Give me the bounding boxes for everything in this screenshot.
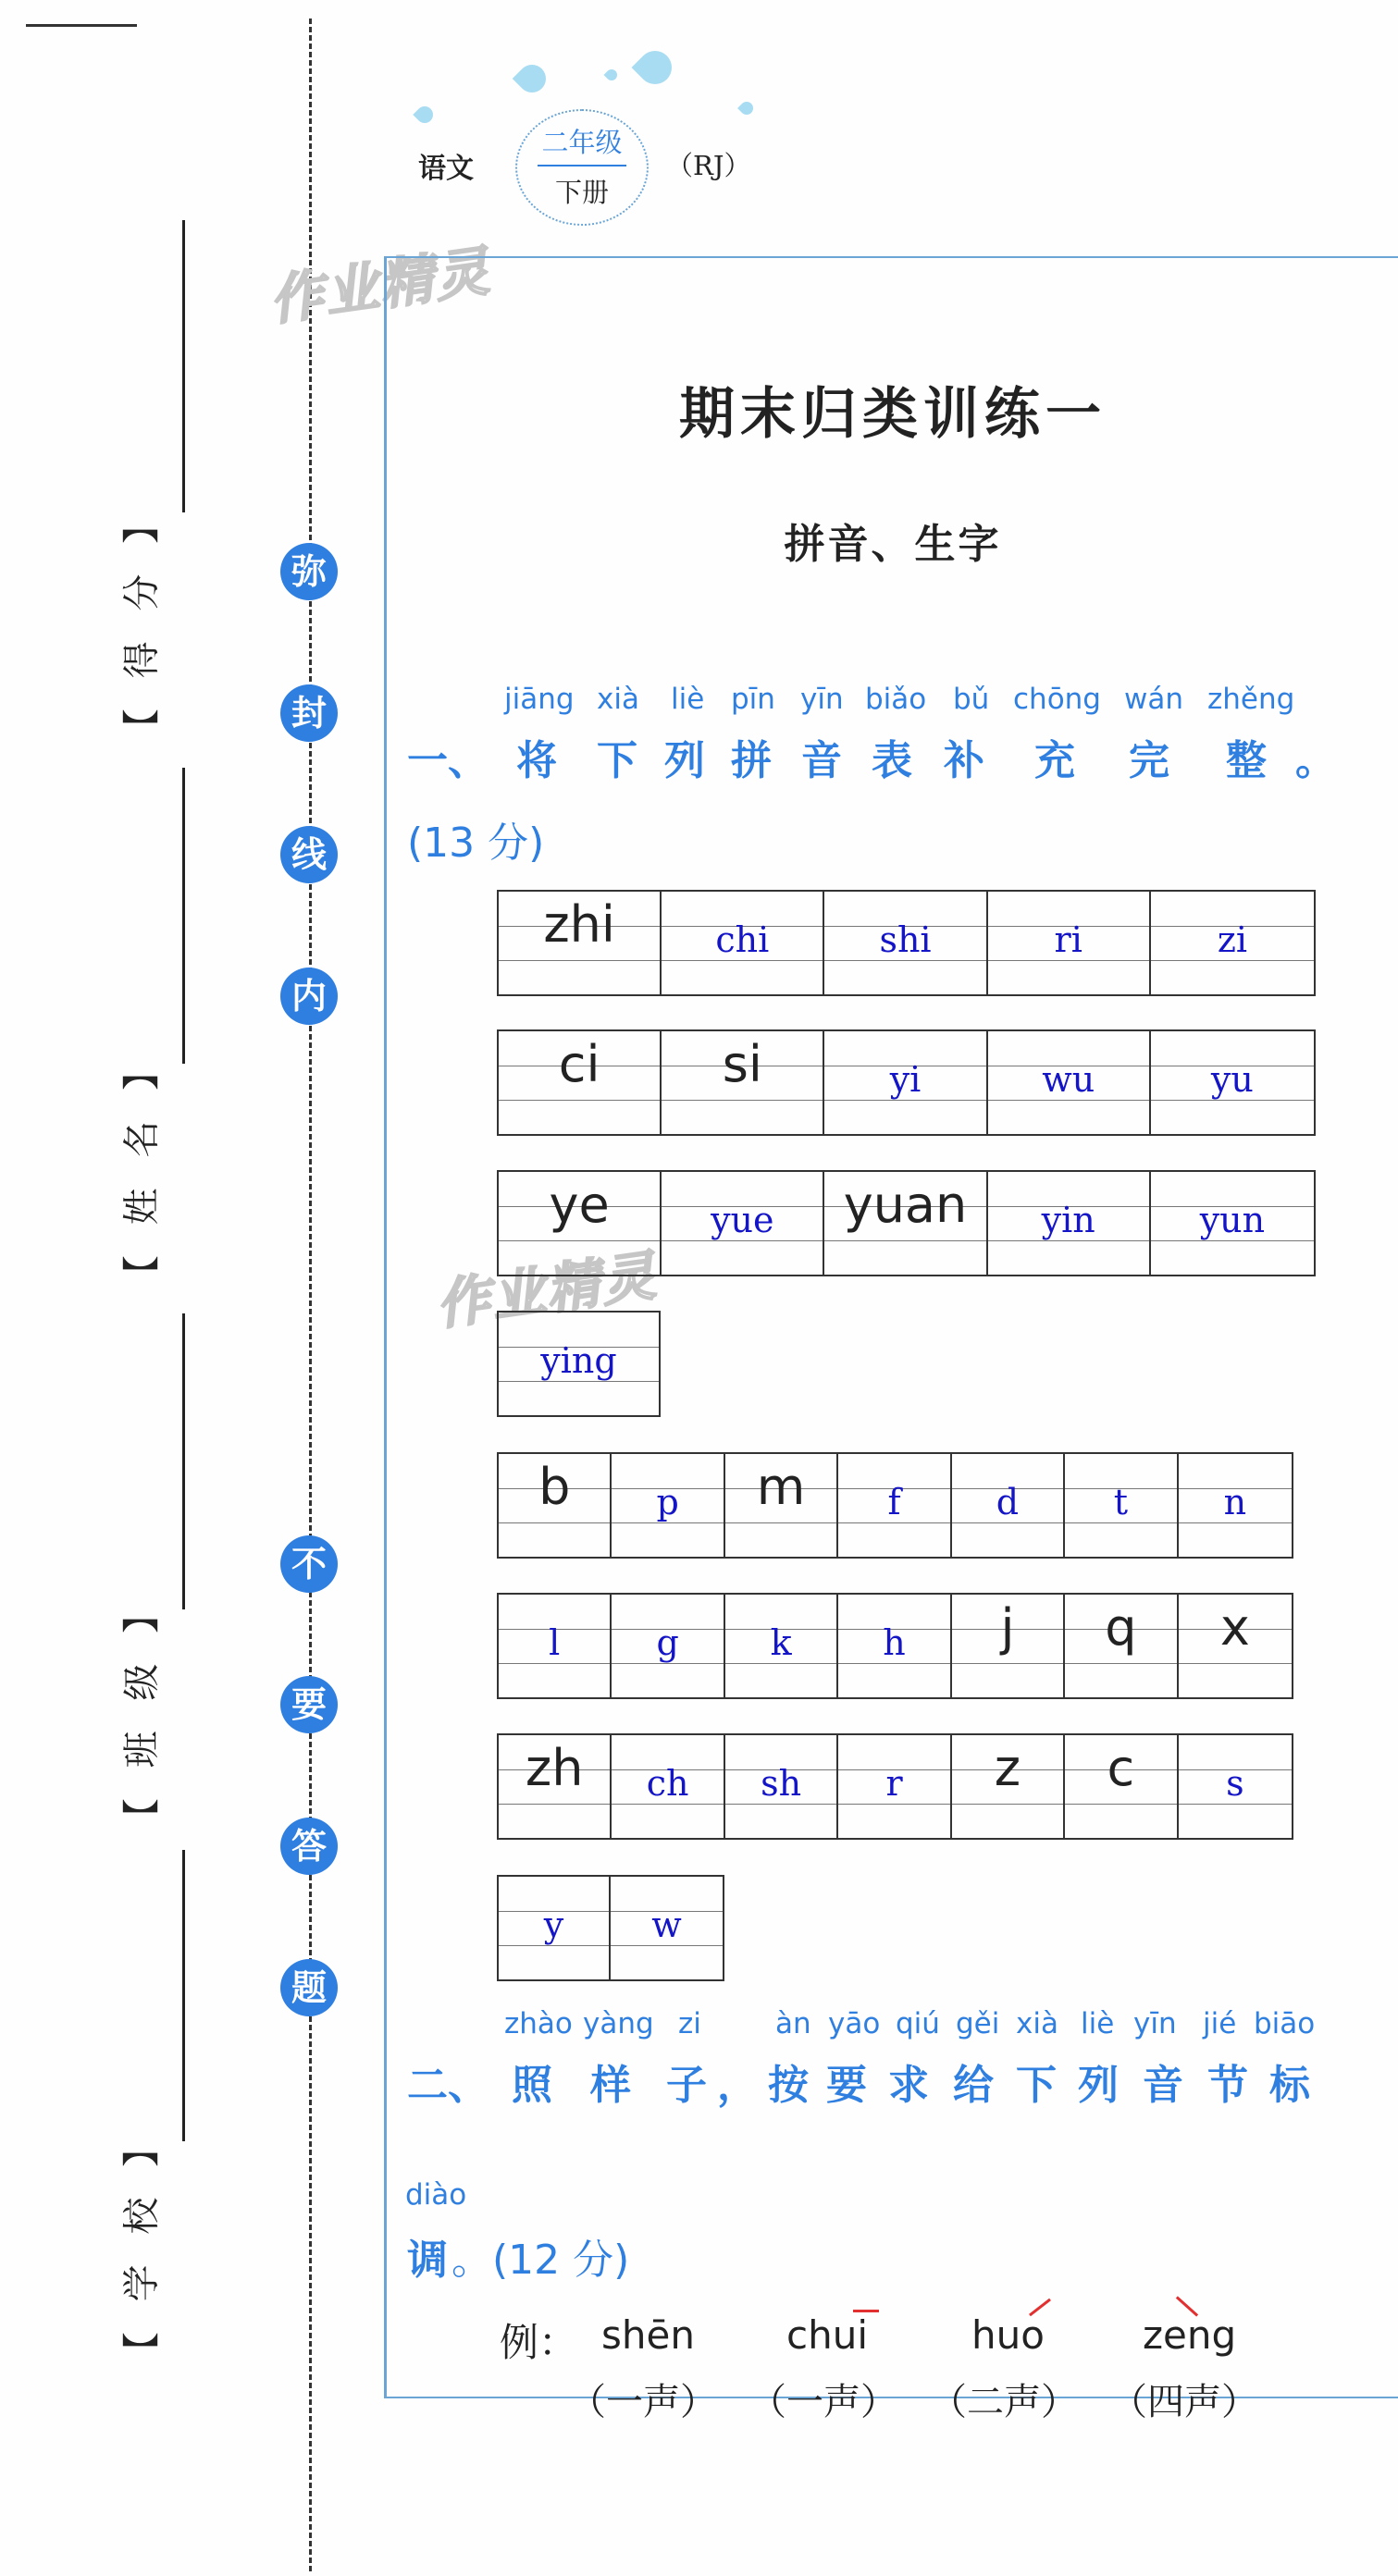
pinyin-cell[interactable] bbox=[612, 1595, 724, 1697]
class-line[interactable] bbox=[182, 1313, 185, 1609]
q1-heading-char-1: 一、 bbox=[407, 737, 489, 784]
q2-heading-char-5: ， bbox=[717, 2062, 758, 2109]
printed-syllable: q bbox=[1105, 1597, 1137, 1657]
written-answer: l bbox=[549, 1622, 561, 1664]
q2-pinyin-6: qiú bbox=[896, 2007, 940, 2040]
grade-label: 二年级 bbox=[541, 127, 623, 158]
pinyin-table-3 bbox=[497, 1170, 1316, 1276]
tone-mark-flat bbox=[853, 2310, 879, 2312]
seal-dashed-line bbox=[309, 18, 312, 2571]
leaf-decoration bbox=[632, 44, 679, 92]
pinyin-cell[interactable] bbox=[1179, 1735, 1292, 1838]
written-answer: ch bbox=[646, 1763, 689, 1805]
q2-score: 。(12 分) bbox=[452, 2237, 630, 2284]
q2-heading-char-3: 样 bbox=[590, 2062, 631, 2109]
written-answer: yu bbox=[1210, 1059, 1254, 1101]
pinyin-cell[interactable] bbox=[1151, 1031, 1314, 1134]
q1-pinyin-4: pīn bbox=[731, 683, 775, 716]
pinyin-table-8 bbox=[497, 1875, 724, 1981]
written-answer: ri bbox=[1054, 919, 1083, 961]
score-label: 【 得 分 】 bbox=[120, 497, 164, 746]
pinyin-cell[interactable] bbox=[499, 1454, 612, 1557]
q2-pinyin-9: liè bbox=[1081, 2007, 1115, 2040]
pinyin-cell[interactable] bbox=[988, 1031, 1151, 1134]
school-label: 【 学 校 】 bbox=[120, 2120, 164, 2370]
written-answer: wu bbox=[1042, 1059, 1095, 1101]
pinyin-cell[interactable] bbox=[1065, 1595, 1178, 1697]
pinyin-cell[interactable] bbox=[725, 1595, 838, 1697]
pinyin-cell[interactable] bbox=[499, 892, 662, 994]
pinyin-cell[interactable] bbox=[499, 1595, 612, 1697]
seal-char-1: 弥 bbox=[280, 543, 338, 600]
q2-heading-char-6: 按 bbox=[768, 2062, 809, 2109]
q2-heading-char-13: 节 bbox=[1207, 2062, 1248, 2109]
printed-syllable: x bbox=[1219, 1597, 1250, 1657]
q2-heading-char-tiao: 调 bbox=[407, 2237, 448, 2284]
page-subtitle: 拼音、生字 bbox=[784, 521, 1002, 568]
printed-syllable: j bbox=[1000, 1597, 1015, 1657]
pinyin-cell[interactable] bbox=[1179, 1595, 1292, 1697]
pinyin-cell[interactable] bbox=[838, 1454, 951, 1557]
watermark: 作业精灵 bbox=[266, 239, 495, 333]
q1-score: (13 分) bbox=[407, 820, 545, 867]
written-answer: h bbox=[883, 1622, 906, 1664]
pinyin-cell[interactable] bbox=[988, 892, 1151, 994]
pinyin-cell[interactable] bbox=[952, 1595, 1065, 1697]
pinyin-cell[interactable] bbox=[1179, 1454, 1292, 1557]
score-line[interactable] bbox=[182, 220, 185, 512]
pinyin-cell[interactable] bbox=[499, 1031, 662, 1134]
printed-syllable: m bbox=[756, 1457, 806, 1516]
q2-pinyin-4: àn bbox=[775, 2007, 811, 2040]
q1-heading-char-12: 。 bbox=[1295, 737, 1336, 784]
q1-heading-char-2: 将 bbox=[516, 737, 557, 784]
page-title: 期末归类训练一 bbox=[679, 382, 1107, 447]
q2-heading-char-14: 标 bbox=[1269, 2062, 1310, 2109]
q1-pinyin-1: jiāng bbox=[504, 683, 575, 716]
pinyin-cell[interactable] bbox=[952, 1735, 1065, 1838]
pinyin-cell[interactable] bbox=[612, 1735, 724, 1838]
pinyin-cell[interactable] bbox=[611, 1877, 723, 1979]
pinyin-cell[interactable] bbox=[499, 1735, 612, 1838]
q1-heading-char-5: 拼 bbox=[731, 737, 772, 784]
q2-pinyin-1: zhào bbox=[504, 2007, 573, 2040]
written-answer: k bbox=[770, 1622, 792, 1664]
q1-pinyin-10: zhěng bbox=[1207, 683, 1295, 716]
printed-syllable: z bbox=[994, 1738, 1021, 1797]
pinyin-cell[interactable] bbox=[824, 1172, 987, 1275]
seal-char-6: 要 bbox=[280, 1676, 338, 1733]
q2-pinyin-7: gěi bbox=[956, 2007, 1000, 2040]
q1-heading-char-9: 充 bbox=[1034, 737, 1075, 784]
pinyin-cell[interactable] bbox=[988, 1172, 1151, 1275]
seal-char-5: 不 bbox=[280, 1535, 338, 1593]
printed-syllable: ye bbox=[549, 1175, 610, 1234]
pinyin-cell[interactable] bbox=[952, 1454, 1065, 1557]
pinyin-cell[interactable] bbox=[662, 892, 824, 994]
pinyin-cell[interactable] bbox=[1151, 1172, 1314, 1275]
example-syllable-4: zeng bbox=[1143, 2312, 1237, 2358]
written-answer: ying bbox=[540, 1340, 617, 1382]
q1-pinyin-7: bǔ bbox=[953, 683, 990, 716]
q1-pinyin-9: wán bbox=[1124, 683, 1183, 716]
written-answer: f bbox=[887, 1482, 901, 1523]
printed-syllable: c bbox=[1107, 1738, 1135, 1797]
edition-label: （RJ） bbox=[666, 150, 751, 181]
tone-label-1: （一声） bbox=[569, 2381, 717, 2423]
seal-char-7: 答 bbox=[280, 1818, 338, 1875]
subject-label: 语文 bbox=[418, 153, 474, 185]
pinyin-cell[interactable] bbox=[499, 1313, 659, 1415]
q2-heading-char-1: 二、 bbox=[407, 2062, 489, 2109]
q2-pinyin-5: yāo bbox=[828, 2007, 881, 2040]
pinyin-cell[interactable] bbox=[725, 1735, 838, 1838]
tone-label-3: （二声） bbox=[930, 2381, 1078, 2423]
example-syllable-2: chui bbox=[786, 2312, 868, 2358]
q2-pinyin-10: yīn bbox=[1133, 2007, 1177, 2040]
q1-heading-char-11: 整 bbox=[1226, 737, 1267, 784]
example-label bbox=[500, 2312, 577, 2368]
q2-heading-char-8: 求 bbox=[888, 2062, 929, 2109]
written-answer: d bbox=[996, 1482, 1020, 1523]
q2-pinyin-8: xià bbox=[1016, 2007, 1058, 2040]
q1-heading-char-4: 列 bbox=[664, 737, 705, 784]
example-label-text: 例： bbox=[500, 2320, 578, 2365]
printed-syllable: ci bbox=[558, 1034, 600, 1093]
pinyin-table-1 bbox=[497, 890, 1316, 996]
seal-char-2: 封 bbox=[280, 684, 338, 742]
pinyin-cell[interactable] bbox=[838, 1595, 951, 1697]
written-answer: p bbox=[656, 1482, 679, 1523]
printed-syllable: zhi bbox=[543, 894, 615, 954]
example-syllable-1: shēn bbox=[601, 2312, 695, 2358]
written-answer: yin bbox=[1041, 1200, 1095, 1241]
written-answer: r bbox=[885, 1763, 903, 1805]
written-answer: yue bbox=[711, 1200, 774, 1241]
written-answer: y bbox=[543, 1904, 564, 1946]
written-answer: sh bbox=[761, 1763, 802, 1805]
leaf-decoration bbox=[413, 103, 436, 126]
name-line[interactable] bbox=[182, 768, 185, 1064]
pinyin-cell[interactable] bbox=[1151, 892, 1314, 994]
q1-heading-char-8: 补 bbox=[944, 737, 984, 784]
leaf-decoration bbox=[604, 68, 620, 83]
q2-heading-char-9: 给 bbox=[953, 2062, 994, 2109]
q2-heading-char-10: 下 bbox=[1016, 2062, 1057, 2109]
pinyin-table-4 bbox=[497, 1311, 661, 1417]
name-label: 【 姓 名 】 bbox=[120, 1043, 164, 1293]
example-syllable-3: huo bbox=[971, 2312, 1045, 2358]
written-answer: s bbox=[1226, 1763, 1244, 1805]
q1-pinyin-8: chōng bbox=[1013, 683, 1101, 716]
pinyin-table-5 bbox=[497, 1452, 1293, 1559]
written-answer: yi bbox=[889, 1059, 922, 1101]
pinyin-cell[interactable] bbox=[1065, 1454, 1178, 1557]
pinyin-table-7 bbox=[497, 1733, 1293, 1840]
written-answer: chi bbox=[715, 919, 770, 961]
printed-syllable: zh bbox=[525, 1738, 584, 1797]
tone-label-2: （一声） bbox=[749, 2381, 897, 2423]
written-answer: n bbox=[1223, 1482, 1247, 1523]
q1-pinyin-5: yīn bbox=[800, 683, 844, 716]
seal-char-8: 题 bbox=[280, 1959, 338, 2016]
pinyin-cell[interactable] bbox=[662, 1031, 824, 1134]
written-answer: shi bbox=[879, 919, 932, 961]
seal-char-3: 线 bbox=[280, 826, 338, 883]
pinyin-cell[interactable] bbox=[612, 1454, 724, 1557]
volume-label: 下册 bbox=[554, 177, 609, 208]
leaf-decoration bbox=[737, 99, 756, 117]
grade-badge bbox=[515, 109, 649, 226]
pinyin-table-6 bbox=[497, 1593, 1293, 1699]
q2-pinyin-3: zi bbox=[678, 2007, 701, 2040]
q1-pinyin-3: liè bbox=[671, 683, 705, 716]
pinyin-cell[interactable] bbox=[1065, 1735, 1178, 1838]
written-answer: g bbox=[656, 1622, 679, 1664]
q2-heading-char-4: 子 bbox=[666, 2062, 707, 2109]
q1-pinyin-6: biǎo bbox=[865, 683, 927, 716]
school-line[interactable] bbox=[182, 1850, 185, 2141]
q2-heading-char-11: 列 bbox=[1078, 2062, 1119, 2109]
pinyin-cell[interactable] bbox=[725, 1454, 838, 1557]
q2-pinyin-2: yàng bbox=[583, 2007, 654, 2040]
pinyin-cell[interactable] bbox=[499, 1877, 611, 1979]
q1-heading-char-10: 完 bbox=[1129, 737, 1169, 784]
pinyin-table-2 bbox=[497, 1029, 1316, 1136]
pinyin-cell[interactable] bbox=[824, 892, 987, 994]
printed-syllable: yuan bbox=[843, 1175, 968, 1234]
pinyin-cell[interactable] bbox=[824, 1031, 987, 1134]
pinyin-cell[interactable] bbox=[662, 1172, 824, 1275]
written-answer: zi bbox=[1217, 919, 1247, 961]
written-answer: yun bbox=[1199, 1200, 1266, 1241]
pinyin-cell[interactable] bbox=[499, 1172, 662, 1275]
q2-heading-char-12: 音 bbox=[1143, 2062, 1183, 2109]
q1-pinyin-2: xià bbox=[597, 683, 639, 716]
seal-char-4: 内 bbox=[280, 968, 338, 1025]
top-corner-rule bbox=[26, 24, 137, 27]
class-label: 【 班 级 】 bbox=[120, 1586, 164, 1836]
pinyin-cell[interactable] bbox=[838, 1735, 951, 1838]
q1-heading-char-7: 表 bbox=[872, 737, 912, 784]
written-answer: t bbox=[1113, 1482, 1129, 1523]
leaf-decoration bbox=[513, 59, 551, 98]
written-answer: w bbox=[651, 1904, 682, 1946]
q2-heading-char-7: 要 bbox=[826, 2062, 867, 2109]
watermark: 作业精灵 bbox=[432, 1243, 662, 1337]
q2-heading-char-2: 照 bbox=[512, 2062, 552, 2109]
q1-heading-char-6: 音 bbox=[801, 737, 842, 784]
q2-pinyin-11: jié bbox=[1203, 2007, 1237, 2040]
printed-syllable: b bbox=[538, 1457, 571, 1516]
badge-divider bbox=[538, 165, 626, 166]
q1-heading-char-3: 下 bbox=[597, 737, 637, 784]
q2-pinyin-tiao: diào bbox=[405, 2178, 467, 2212]
printed-syllable: si bbox=[722, 1034, 762, 1093]
q2-pinyin-12: biāo bbox=[1254, 2007, 1316, 2040]
tone-label-4: （四声） bbox=[1110, 2381, 1258, 2423]
